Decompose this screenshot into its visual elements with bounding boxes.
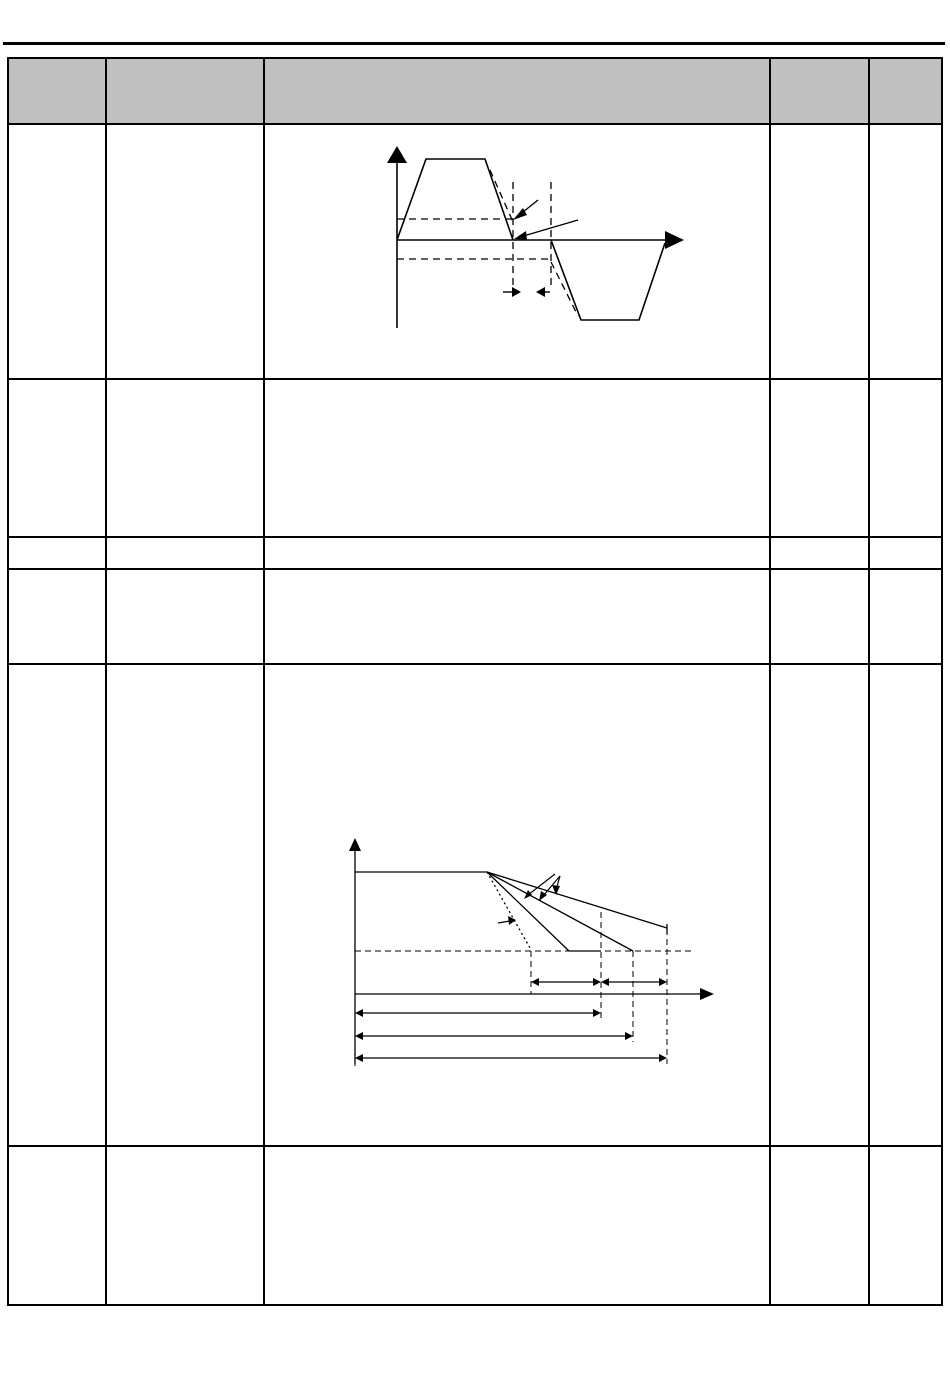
column-rules: [106, 58, 869, 1305]
y-axis-arrow: [349, 838, 361, 851]
dashed-guides: [355, 912, 694, 1066]
y-axis-arrow: [387, 146, 407, 163]
table-header-row: [8, 58, 942, 124]
decel-ramps: [487, 872, 667, 951]
pointer-arrows: [498, 874, 560, 925]
deceleration-stop-diagram: [349, 838, 714, 1066]
x-axis-arrow: [665, 231, 684, 249]
table-border: [8, 58, 942, 1305]
interval-arrows: [355, 978, 667, 1062]
forward-profile: [397, 159, 513, 240]
row-rules: [8, 124, 942, 1146]
dashed-guides: [397, 170, 578, 316]
speed-reversal-waveform: [387, 146, 684, 328]
reverse-profile: [551, 240, 665, 320]
x-axis-arrow: [700, 988, 714, 1000]
